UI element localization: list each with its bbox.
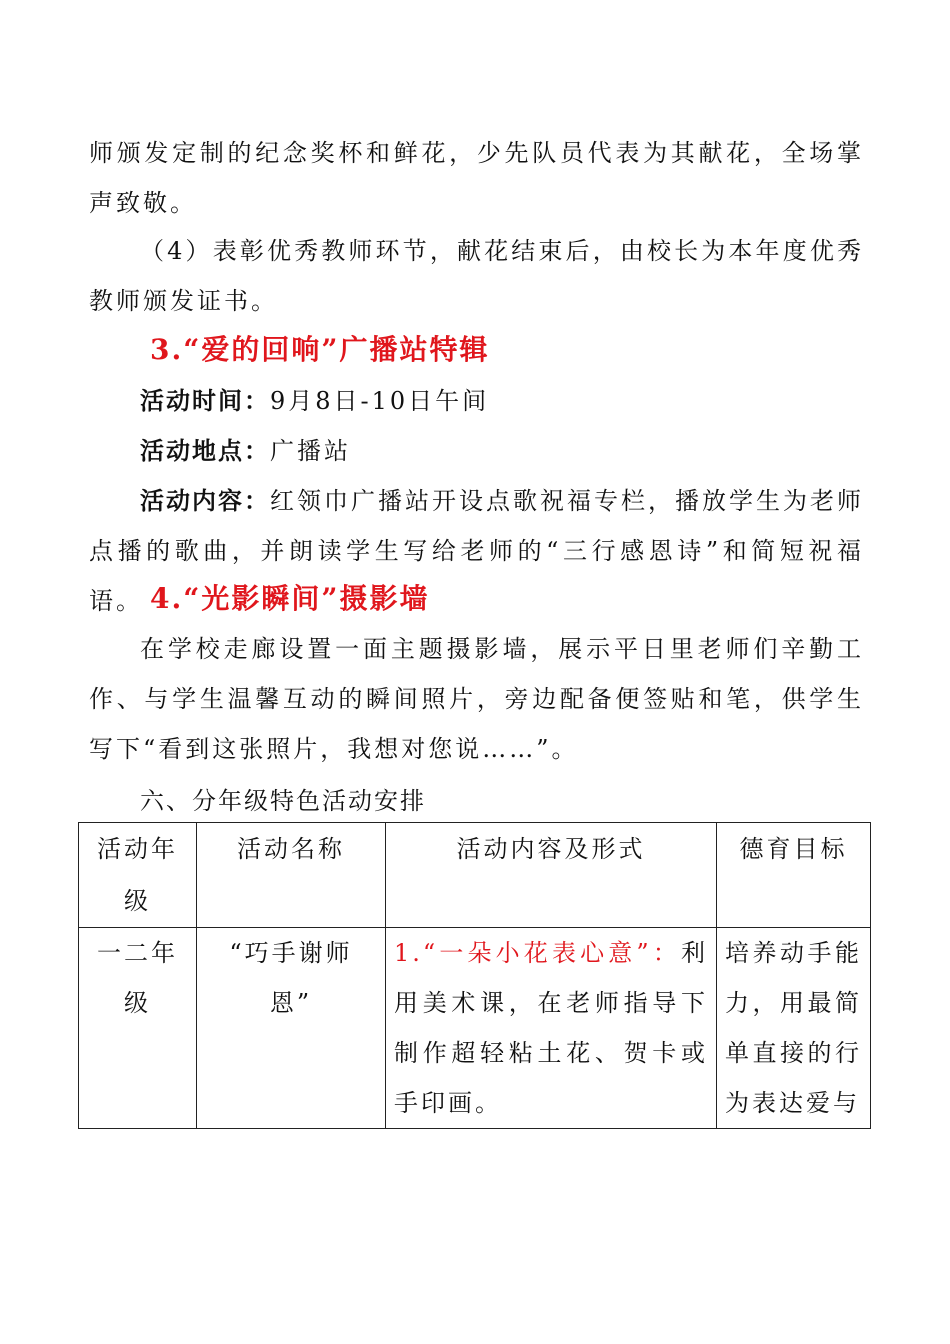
grade-activity-table <box>78 822 871 1129</box>
header-goal: 德育目标 <box>717 823 871 928</box>
activity-time-value: 9月8日-10日午间 <box>270 387 490 415</box>
paragraph-photo-wall: 在学校走廊设置一面主题摄影墙，展示平日里老师们辛勤工作、与学生温馨互动的瞬间照片，旁边配备便签贴和笔，供学生写下“看到这张照片，我想对您说……”。 <box>89 635 864 763</box>
heading-photo-wall: 4.“光影瞬间”摄影墙 <box>150 582 430 615</box>
activity-content-value: 红领巾广播站开设点歌祝福专栏，播放学生为老师点播的歌曲，并朗读学生写给老师的“三行感恩诗”和简短祝福语。 <box>89 487 864 615</box>
header-content: 活动内容及形式 <box>386 823 717 928</box>
content-title: 1.“一朵小花表心意”： <box>394 939 681 967</box>
table-header-row <box>79 823 871 928</box>
heading-broadcast-special: 3.“爱的回响”广播站特辑 <box>150 333 490 366</box>
activity-time-line <box>140 376 489 426</box>
activity-place-label: 活动地点： <box>140 437 270 465</box>
cell-activity-name: “巧手谢师恩” <box>197 928 386 1129</box>
activity-place-value: 广播站 <box>270 437 351 465</box>
cell-moral-goal: 培养动手能力，用最简单直接的行为表达爱与 <box>717 928 871 1129</box>
activity-content-label: 活动内容： <box>140 487 270 515</box>
section-six-title: 六、分年级特色活动安排 <box>140 787 426 815</box>
header-name: 活动名称 <box>197 823 386 928</box>
header-grade: 活动年级 <box>79 823 197 928</box>
content-body: 利用美术课，在老师指导下制作超轻粘土花、贺卡或手印画。 <box>394 939 708 1117</box>
paragraph-continuation: 师颁发定制的纪念奖杯和鲜花，少先队员代表为其献花，全场掌声致敬。 <box>89 139 864 217</box>
table-row <box>79 928 871 1129</box>
cell-activity-content <box>386 928 717 1129</box>
activity-place-line <box>140 426 351 476</box>
cell-grade: 一二年级 <box>79 928 197 1129</box>
paragraph-item-4: （4）表彰优秀教师环节，献花结束后，由校长为本年度优秀教师颁发证书。 <box>89 237 864 315</box>
activity-time-label: 活动时间： <box>140 387 270 415</box>
